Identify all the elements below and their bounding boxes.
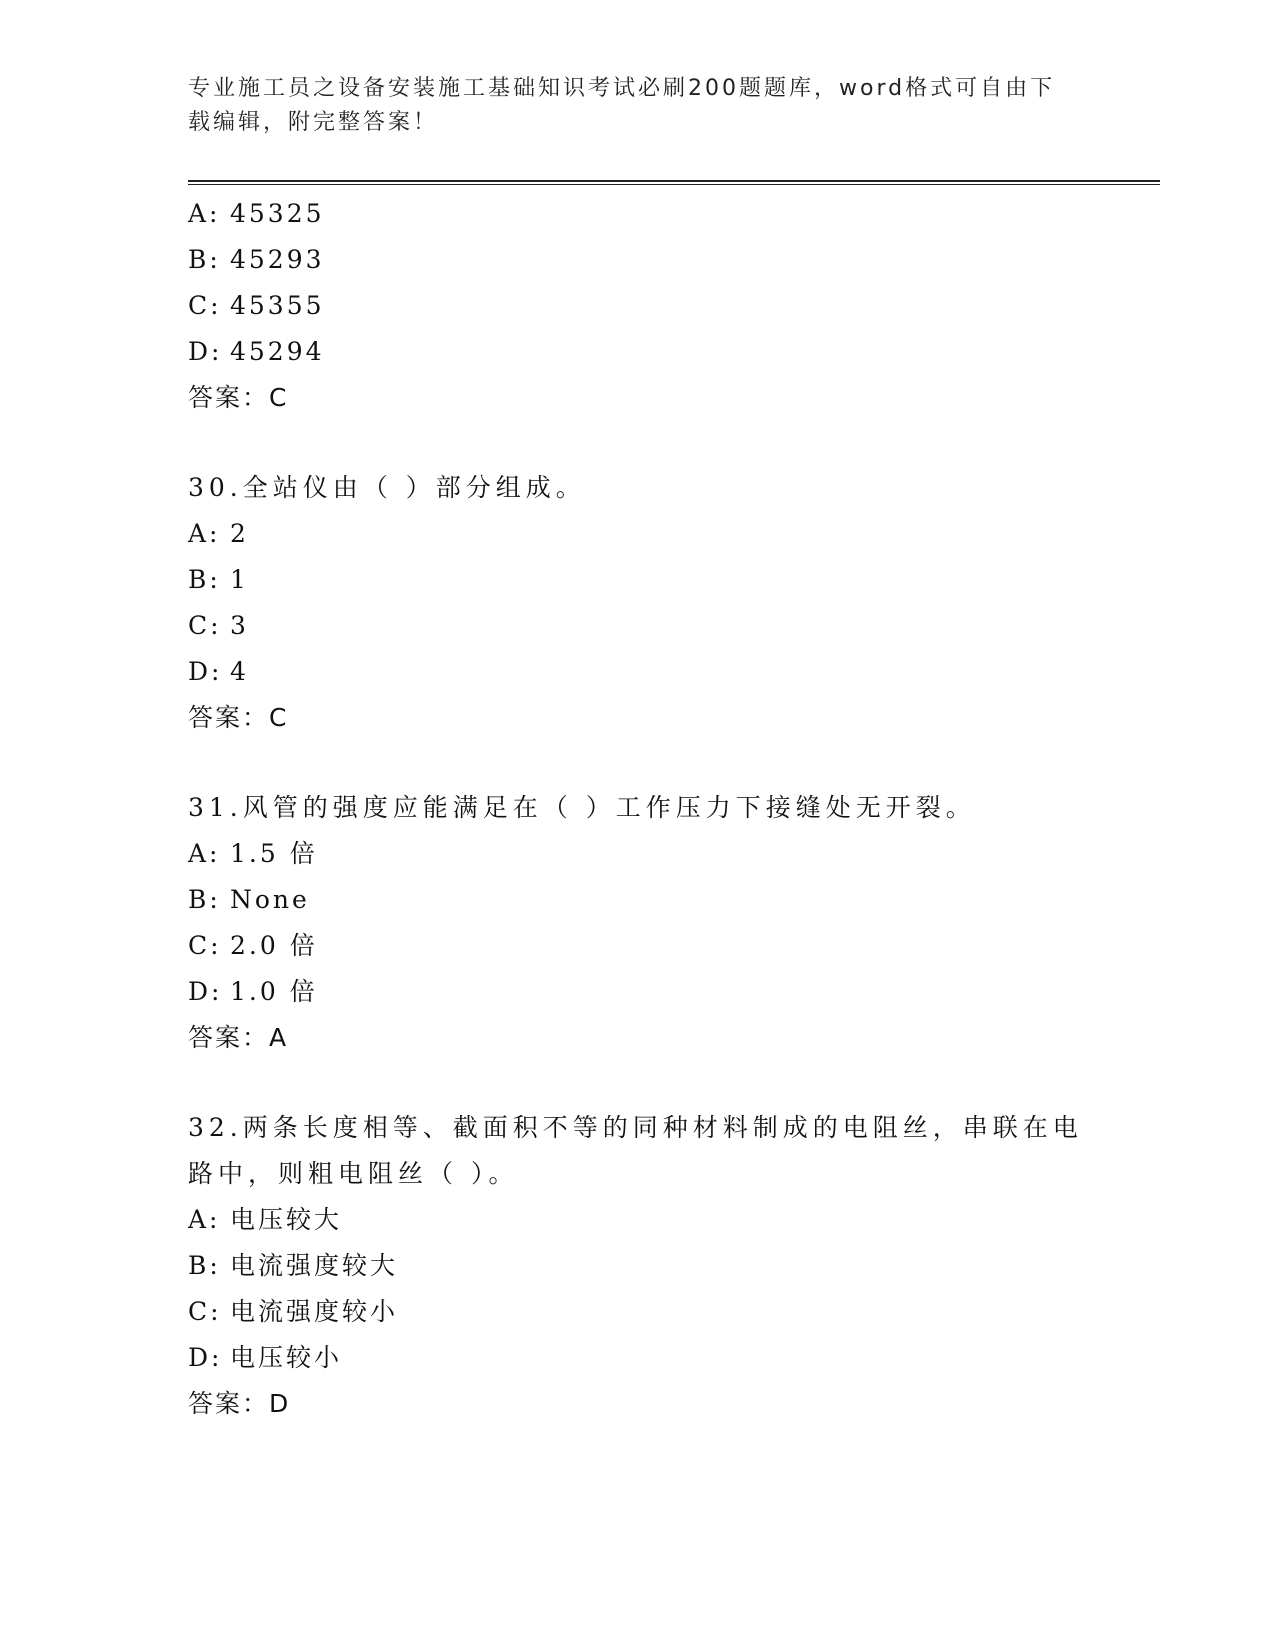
question-text: 31.风管的强度应能满足在（ ）工作压力下接缝处无开裂。 <box>188 793 976 822</box>
answer-line: 答案：C <box>188 703 289 732</box>
option-a <box>188 511 1088 557</box>
option-text: 1.0 倍 <box>230 977 318 1006</box>
option-b <box>188 237 1088 283</box>
question-block-29 <box>188 191 1088 421</box>
option-b <box>188 1243 1088 1289</box>
option-c <box>188 283 1088 329</box>
option-text: 45293 <box>230 245 325 274</box>
option-text: 电流强度较小 <box>230 1297 399 1326</box>
option-label: B: <box>188 245 221 274</box>
option-text: 电压较小 <box>230 1343 343 1372</box>
option-a <box>188 831 1088 877</box>
question-text: 32.两条长度相等、截面积不等的同种材料制成的电阻丝，串联在电路中，则粗电阻丝（ ）。 <box>188 1113 1083 1188</box>
option-label: A: <box>188 199 221 228</box>
option-label: C: <box>188 611 222 640</box>
option-text: 3 <box>230 611 249 640</box>
answer-line: 答案：D <box>188 1389 291 1418</box>
option-a <box>188 191 1088 237</box>
option-d <box>188 649 1088 695</box>
header-divider-thick <box>188 180 1160 182</box>
question-block-30 <box>188 465 1088 741</box>
option-text: 1 <box>230 565 249 594</box>
document-header <box>188 72 1078 140</box>
option-label: C: <box>188 931 222 960</box>
option-label: A: <box>188 1205 221 1234</box>
option-c <box>188 1289 1088 1335</box>
question-block-32 <box>188 1105 1088 1427</box>
option-text: 45325 <box>230 199 325 228</box>
question-list <box>188 191 1088 1427</box>
option-d <box>188 1335 1088 1381</box>
answer-line: 答案：A <box>188 1023 289 1052</box>
option-d <box>188 969 1088 1015</box>
option-b <box>188 557 1088 603</box>
option-text: 2 <box>230 519 249 548</box>
option-label: B: <box>188 1251 221 1280</box>
option-c <box>188 923 1088 969</box>
option-label: C: <box>188 291 222 320</box>
option-label: C: <box>188 1297 222 1326</box>
option-c <box>188 603 1088 649</box>
option-text: 1.5 倍 <box>230 839 318 868</box>
document-title: 专业施工员之设备安装施工基础知识考试必刷200题题库，word格式可自由下载编辑，附完整答案！ <box>188 76 1056 135</box>
option-label: A: <box>188 519 221 548</box>
answer-line: 答案：C <box>188 383 289 412</box>
question-text: 30.全站仪由（ ）部分组成。 <box>188 473 586 502</box>
option-label: B: <box>188 885 221 914</box>
option-label: A: <box>188 839 221 868</box>
option-text: 45355 <box>230 291 325 320</box>
header-divider-thin <box>188 184 1160 185</box>
option-d <box>188 329 1088 375</box>
question-block-31 <box>188 785 1088 1061</box>
option-text: 2.0 倍 <box>230 931 318 960</box>
option-text: None <box>230 885 310 914</box>
option-label: D: <box>188 657 223 686</box>
option-a <box>188 1197 1088 1243</box>
option-b <box>188 877 1088 923</box>
option-label: D: <box>188 977 223 1006</box>
option-label: D: <box>188 337 223 366</box>
option-text: 4 <box>230 657 249 686</box>
option-text: 电压较大 <box>230 1205 343 1234</box>
option-label: B: <box>188 565 221 594</box>
option-text: 电流强度较大 <box>230 1251 399 1280</box>
option-label: D: <box>188 1343 223 1372</box>
option-text: 45294 <box>230 337 325 366</box>
